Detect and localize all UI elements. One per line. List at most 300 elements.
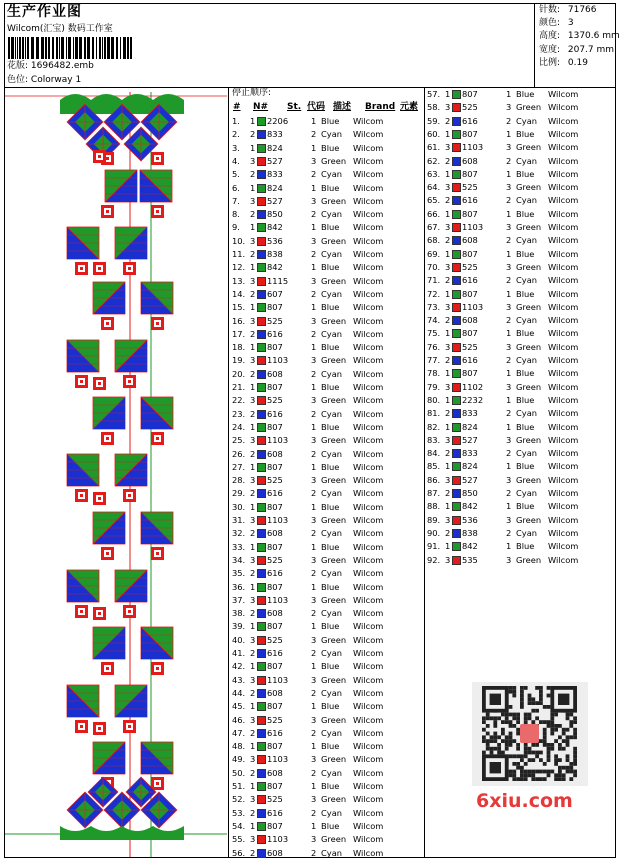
row-number: 49.	[232, 754, 246, 765]
row-number: 70.	[427, 261, 441, 272]
stat-colors: 颜色: 3	[539, 18, 574, 29]
row-description: Blue	[321, 581, 340, 592]
row-brand: Wilcom	[353, 302, 384, 313]
color-swatch	[452, 476, 461, 485]
color-swatch	[257, 197, 266, 206]
row-description: Green	[321, 515, 347, 525]
color-swatch	[452, 356, 461, 365]
table-row	[232, 541, 422, 554]
color-swatch	[452, 117, 461, 126]
row-needle: 1	[445, 541, 451, 552]
row-description: Green	[516, 222, 542, 232]
row-brand: Wilcom	[353, 634, 384, 645]
color-swatch	[257, 237, 266, 246]
row-brand: Wilcom	[353, 288, 384, 299]
row-needle: 1	[445, 288, 451, 299]
row-stitches: 527	[462, 474, 478, 485]
row-brand: Wilcom	[548, 102, 579, 113]
row-stitches: 525	[462, 102, 478, 113]
row-brand: Wilcom	[353, 701, 384, 712]
row-stitches: 1103	[267, 834, 289, 845]
table-row	[427, 367, 617, 380]
row-code: 3	[506, 301, 512, 312]
row-needle: 1	[250, 382, 256, 392]
row-stitches: 833	[267, 129, 283, 140]
table-row	[232, 714, 422, 727]
row-number: 61.	[427, 142, 441, 153]
row-needle: 1	[445, 168, 451, 179]
row-code: 3	[506, 434, 512, 445]
row-stitches: 525	[267, 554, 283, 565]
row-number: 18.	[232, 342, 246, 353]
row-needle: 1	[250, 342, 256, 353]
row-description: Green	[321, 315, 347, 326]
row-brand: Wilcom	[353, 834, 384, 845]
table-row	[427, 407, 617, 420]
table-row	[232, 235, 422, 248]
row-description: Green	[516, 341, 542, 352]
row-brand: Wilcom	[548, 261, 579, 272]
table-row	[427, 487, 617, 500]
row-number: 7.	[232, 195, 240, 206]
row-stitches: 807	[462, 288, 478, 299]
row-code: 2	[506, 408, 512, 419]
colorway-line	[7, 74, 81, 86]
row-stitches: 1103	[267, 754, 289, 765]
row-code: 1	[311, 421, 317, 432]
row-needle: 1	[250, 182, 256, 193]
design-stats	[539, 4, 620, 70]
color-swatch	[257, 223, 266, 232]
row-stitches: 807	[267, 741, 283, 752]
row-brand: Wilcom	[548, 394, 579, 405]
row-brand: Wilcom	[548, 142, 579, 153]
row-stitches: 525	[267, 794, 283, 805]
table-row	[427, 248, 617, 261]
row-description: Cyan	[321, 648, 343, 658]
row-brand: Wilcom	[353, 661, 384, 672]
color-swatch	[452, 529, 461, 538]
row-code: 2	[311, 727, 317, 738]
row-stitches: 616	[267, 648, 283, 658]
row-description: Blue	[516, 168, 535, 179]
row-number: 76.	[427, 341, 441, 352]
row-description: Green	[321, 554, 347, 565]
table-row	[427, 540, 617, 553]
row-stitches: 527	[267, 155, 283, 166]
table-row	[232, 248, 422, 261]
row-number: 19.	[232, 355, 246, 366]
row-code: 3	[311, 275, 317, 286]
row-needle: 2	[250, 727, 256, 738]
row-stitches: 807	[462, 368, 478, 379]
table-row	[427, 88, 617, 101]
color-swatch	[257, 343, 266, 352]
color-swatch	[452, 143, 461, 152]
row-stitches: 1103	[462, 301, 484, 312]
row-number: 63.	[427, 168, 441, 179]
row-brand: Wilcom	[353, 541, 384, 552]
row-description: Blue	[516, 248, 535, 259]
row-brand: Wilcom	[353, 820, 384, 831]
color-swatch	[452, 542, 461, 551]
row-needle: 1	[445, 208, 451, 219]
row-needle: 1	[445, 248, 451, 259]
row-number: 1.	[232, 116, 240, 126]
row-brand: Wilcom	[353, 727, 384, 738]
row-code: 3	[311, 435, 317, 446]
row-needle: 3	[250, 554, 256, 565]
row-brand: Wilcom	[353, 368, 384, 379]
row-brand: Wilcom	[548, 301, 579, 312]
row-description: Cyan	[516, 195, 538, 206]
row-stitches: 850	[462, 488, 478, 498]
row-code: 3	[311, 834, 317, 845]
color-swatch	[257, 795, 266, 804]
table-row	[232, 408, 422, 421]
color-swatch	[257, 144, 266, 153]
color-swatch	[257, 210, 266, 219]
row-needle: 2	[250, 608, 256, 619]
row-code: 1	[311, 501, 317, 512]
row-code: 1	[506, 394, 512, 405]
table-row	[427, 141, 617, 154]
row-stitches: 842	[267, 222, 283, 233]
row-description: Blue	[321, 382, 340, 392]
row-code: 2	[506, 488, 512, 498]
color-swatch	[452, 103, 461, 112]
row-brand: Wilcom	[548, 341, 579, 352]
color-swatch	[257, 689, 266, 698]
row-code: 3	[506, 102, 512, 113]
row-brand: Wilcom	[548, 168, 579, 179]
row-stitches: 608	[462, 155, 478, 166]
color-swatch	[257, 622, 266, 631]
row-number: 50.	[232, 767, 246, 778]
row-needle: 2	[250, 847, 256, 858]
row-stitches: 525	[267, 475, 283, 486]
row-needle: 3	[250, 834, 256, 845]
row-number: 34.	[232, 554, 246, 565]
row-brand: Wilcom	[548, 541, 579, 552]
row-code: 1	[311, 262, 317, 273]
barcode	[8, 37, 132, 59]
row-stitches: 842	[267, 262, 283, 273]
color-swatch	[257, 529, 266, 538]
row-brand: Wilcom	[548, 115, 579, 126]
row-needle: 1	[250, 741, 256, 752]
table-row	[427, 474, 617, 487]
row-brand: Wilcom	[548, 248, 579, 259]
site-logo: 6xiu.com	[476, 790, 573, 812]
color-swatch	[452, 196, 461, 205]
row-stitches: 833	[462, 448, 478, 459]
color-swatch	[452, 290, 461, 299]
row-stitches: 807	[267, 421, 283, 432]
row-code: 2	[506, 275, 512, 286]
row-needle: 3	[250, 714, 256, 725]
table-row	[427, 500, 617, 513]
row-description: Green	[321, 475, 347, 486]
design-label: 花版:	[7, 61, 29, 71]
color-swatch	[452, 343, 461, 352]
color-swatch	[452, 170, 461, 179]
color-swatch	[452, 263, 461, 272]
row-brand: Wilcom	[548, 501, 579, 512]
color-swatch	[257, 583, 266, 592]
row-needle: 1	[250, 116, 256, 126]
row-number: 36.	[232, 581, 246, 592]
row-number: 22.	[232, 395, 246, 406]
row-number: 40.	[232, 634, 246, 645]
row-description: Green	[321, 155, 347, 166]
row-needle: 1	[445, 328, 451, 339]
row-needle: 1	[250, 820, 256, 831]
row-stitches: 807	[267, 701, 283, 712]
row-code: 1	[311, 820, 317, 831]
row-code: 3	[311, 315, 317, 326]
row-number: 9.	[232, 222, 240, 233]
row-needle: 2	[445, 275, 451, 286]
row-needle: 2	[250, 368, 256, 379]
row-code: 3	[311, 475, 317, 486]
row-stitches: 807	[267, 541, 283, 552]
row-number: 37.	[232, 594, 246, 605]
row-code: 1	[311, 701, 317, 712]
row-brand: Wilcom	[548, 128, 579, 139]
row-brand: Wilcom	[353, 754, 384, 765]
row-stitches: 608	[267, 368, 283, 379]
row-description: Blue	[516, 288, 535, 299]
color-swatch	[257, 410, 266, 419]
row-number: 16.	[232, 315, 246, 326]
color-swatch	[257, 809, 266, 818]
row-code: 3	[506, 142, 512, 153]
table-row	[427, 354, 617, 367]
row-stitches: 807	[267, 382, 283, 392]
row-stitches: 525	[462, 182, 478, 193]
row-brand: Wilcom	[548, 554, 579, 565]
row-brand: Wilcom	[353, 408, 384, 419]
row-stitches: 807	[267, 342, 283, 353]
row-needle: 2	[250, 249, 256, 259]
row-code: 1	[506, 208, 512, 219]
row-description: Green	[516, 474, 542, 485]
row-description: Green	[516, 102, 542, 113]
row-stitches: 608	[462, 315, 478, 326]
row-code: 2	[311, 767, 317, 778]
table-row	[232, 394, 422, 407]
row-number: 43.	[232, 674, 246, 685]
row-number: 79.	[427, 381, 441, 392]
row-code: 2	[506, 155, 512, 166]
table-row	[232, 514, 422, 527]
color-swatch	[452, 316, 461, 325]
row-needle: 3	[250, 275, 256, 286]
table-row	[232, 780, 422, 793]
table-row	[232, 474, 422, 487]
color-swatch	[257, 822, 266, 831]
row-brand: Wilcom	[353, 315, 384, 326]
stat-scale: 比例: 0.19	[539, 57, 588, 68]
row-brand: Wilcom	[548, 368, 579, 379]
table-row	[427, 314, 617, 327]
table-row	[232, 820, 422, 833]
row-stitches: 807	[462, 248, 478, 259]
row-number: 46.	[232, 714, 246, 725]
row-number: 55.	[232, 834, 246, 845]
row-brand: Wilcom	[548, 222, 579, 232]
row-number: 60.	[427, 128, 441, 139]
table-row	[427, 434, 617, 447]
row-code: 3	[311, 634, 317, 645]
row-number: 48.	[232, 741, 246, 752]
color-swatch	[257, 543, 266, 552]
row-number: 4.	[232, 155, 240, 166]
color-swatch	[257, 476, 266, 485]
row-code: 3	[311, 674, 317, 685]
row-stitches: 616	[267, 408, 283, 419]
row-brand: Wilcom	[353, 116, 384, 126]
row-needle: 1	[250, 142, 256, 153]
table-row	[232, 847, 422, 860]
row-description: Blue	[321, 781, 340, 791]
table-row	[232, 354, 422, 367]
row-brand: Wilcom	[353, 621, 384, 632]
table-row	[232, 567, 422, 580]
row-description: Cyan	[516, 155, 538, 166]
row-needle: 2	[250, 807, 256, 818]
row-brand: Wilcom	[548, 155, 579, 166]
row-number: 85.	[427, 461, 441, 472]
table-row	[232, 301, 422, 314]
row-description: Blue	[516, 89, 535, 99]
row-number: 58.	[427, 102, 441, 113]
row-needle: 3	[445, 102, 451, 113]
row-code: 1	[311, 382, 317, 392]
row-description: Cyan	[321, 249, 343, 259]
row-number: 86.	[427, 474, 441, 485]
row-number: 10.	[232, 235, 246, 246]
row-description: Blue	[516, 421, 535, 432]
row-brand: Wilcom	[353, 568, 384, 579]
color-swatch	[257, 117, 266, 126]
row-needle: 1	[250, 262, 256, 273]
color-swatch	[257, 729, 266, 738]
color-swatch	[257, 503, 266, 512]
row-code: 1	[311, 182, 317, 193]
row-code: 2	[311, 129, 317, 140]
row-number: 28.	[232, 475, 246, 486]
row-brand: Wilcom	[353, 687, 384, 698]
row-needle: 1	[445, 501, 451, 512]
row-stitches: 536	[267, 235, 283, 246]
table-row	[427, 301, 617, 314]
row-code: 1	[506, 168, 512, 179]
row-code: 3	[311, 395, 317, 406]
color-swatch	[452, 130, 461, 139]
row-description: Green	[516, 142, 542, 153]
row-needle: 1	[250, 581, 256, 592]
row-needle: 2	[250, 328, 256, 339]
row-description: Green	[321, 674, 347, 685]
row-stitches: 824	[267, 142, 283, 153]
embroidery-preview	[5, 92, 227, 857]
table-row	[232, 328, 422, 341]
row-description: Green	[516, 261, 542, 272]
row-brand: Wilcom	[353, 182, 384, 193]
row-number: 87.	[427, 488, 441, 498]
row-description: Cyan	[321, 568, 343, 579]
row-number: 2.	[232, 129, 240, 140]
color-swatch	[257, 170, 266, 179]
row-number: 17.	[232, 328, 246, 339]
row-description: Blue	[321, 741, 340, 752]
row-stitches: 2232	[462, 394, 484, 405]
header-code: 代码	[307, 102, 326, 112]
row-code: 2	[311, 608, 317, 619]
row-needle: 2	[445, 408, 451, 419]
row-description: Blue	[321, 302, 340, 313]
row-needle: 3	[250, 355, 256, 366]
table-row	[427, 527, 617, 540]
row-brand: Wilcom	[548, 448, 579, 459]
row-stitches: 807	[267, 781, 283, 791]
row-code: 2	[311, 288, 317, 299]
row-stitches: 608	[267, 767, 283, 778]
row-stitches: 1103	[267, 594, 289, 605]
table-row	[232, 607, 422, 620]
row-stitches: 807	[267, 621, 283, 632]
row-number: 6.	[232, 182, 240, 193]
row-description: Blue	[321, 541, 340, 552]
row-number: 30.	[232, 501, 246, 512]
row-number: 77.	[427, 355, 441, 365]
row-description: Green	[321, 634, 347, 645]
row-number: 26.	[232, 448, 246, 459]
table-row	[427, 421, 617, 434]
row-description: Blue	[516, 394, 535, 405]
row-needle: 3	[250, 794, 256, 805]
row-description: Blue	[321, 661, 340, 672]
color-swatch	[257, 782, 266, 791]
row-number: 66.	[427, 208, 441, 219]
row-description: Cyan	[516, 275, 538, 286]
row-brand: Wilcom	[353, 435, 384, 446]
row-description: Green	[516, 554, 542, 565]
table-row	[427, 327, 617, 340]
row-code: 2	[506, 235, 512, 246]
row-description: Cyan	[516, 315, 538, 326]
table-column-divider	[424, 87, 425, 858]
row-brand: Wilcom	[548, 488, 579, 498]
color-swatch	[257, 130, 266, 139]
table-row	[427, 234, 617, 247]
preview-divider	[228, 87, 229, 858]
row-stitches: 525	[267, 395, 283, 406]
table-row	[232, 288, 422, 301]
row-needle: 1	[250, 661, 256, 672]
row-number: 14.	[232, 288, 246, 299]
table-row	[427, 155, 617, 168]
row-needle: 2	[250, 488, 256, 499]
row-brand: Wilcom	[353, 275, 384, 286]
row-description: Cyan	[516, 115, 538, 126]
color-swatch	[452, 223, 461, 232]
row-needle: 2	[445, 527, 451, 538]
design-file: 1696482.emb	[30, 61, 94, 71]
color-swatch	[257, 742, 266, 751]
